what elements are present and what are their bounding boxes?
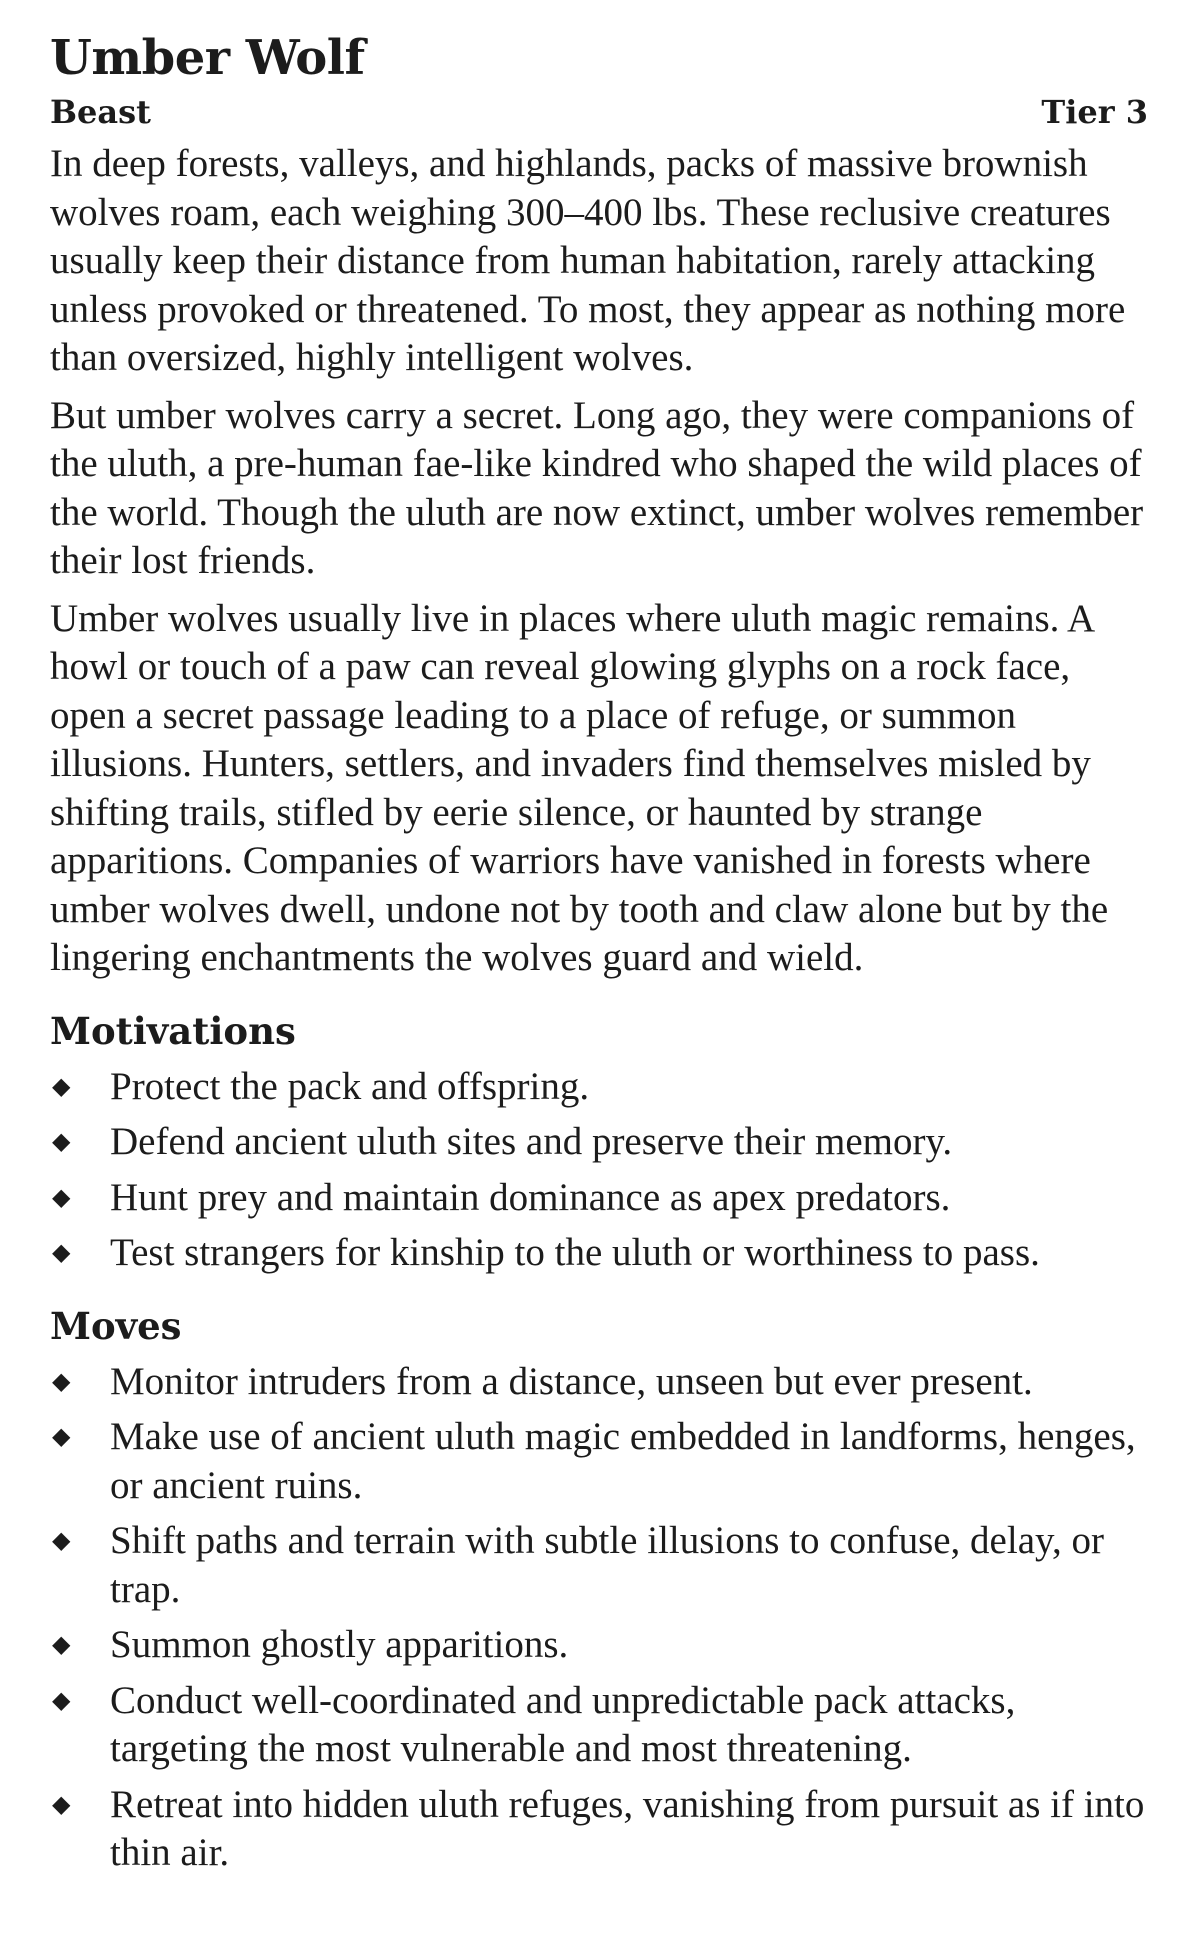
motivations-list: [50, 1063, 1148, 1278]
list-item: [50, 1118, 1148, 1167]
list-item: [50, 1229, 1148, 1278]
diamond-bullet-icon: ◆: [52, 1528, 71, 1554]
diamond-bullet-icon: ◆: [52, 1129, 71, 1155]
list-item: [50, 1621, 1148, 1670]
list-item: [50, 1413, 1148, 1510]
description: [50, 140, 1148, 983]
diamond-bullet-icon: ◆: [52, 1073, 71, 1100]
diamond-bullet-icon: ◆: [52, 1791, 71, 1818]
list-item: [50, 1677, 1148, 1774]
creature-type: Beast: [50, 93, 151, 131]
list-item: [50, 1517, 1148, 1614]
description-paragraph: Umber wolves usually live in places where uluth magic remains. A howl or touch of a paw can reveal glowing glyphs on a rock face, open a secret passage leading to a place of refuge, or summon illusions. Hunters, settlers, and invaders find themselves misled by shifting trails, stifled by eerie silence, or haunted by strange apparitions. Companies of warriors have vanished in forests where umber wolves dwell, undone not by tooth and claw alone but by the lingering enchantments the wolves guard and wield.: [50, 596, 1109, 979]
description-paragraph: In deep forests, valleys, and highlands, packs of massive brownish wolves roam, each weighing 300–400 lbs. These reclusive creatures usually keep their distance from human habitation, rarely attacking unless provoked or threatened. To most, they appear as nothing more than oversized, highly intelligent wolves.: [50, 142, 1126, 379]
stat-block: [50, 28, 1148, 1885]
motivations-heading: Motivations: [50, 1008, 296, 1053]
list-item-text: Conduct well-coordinated and unpredictable pack attacks, targeting the most vulnerable and most threatening.: [110, 1678, 1016, 1770]
creature-name: Umber Wolf: [50, 30, 365, 86]
creature-tier: Tier 3: [1041, 93, 1148, 131]
list-item-text: Monitor intruders from a distance, unseen but ever present.: [110, 1359, 1033, 1403]
diamond-bullet-icon: ◆: [52, 1184, 71, 1211]
list-item-text: Test strangers for kinship to the uluth or worthiness to pass.: [110, 1231, 1040, 1274]
diamond-bullet-icon: ◆: [52, 1632, 71, 1658]
list-item-text: Summon ghostly apparitions.: [110, 1623, 569, 1666]
list-item: [50, 1781, 1148, 1878]
list-item-text: Make use of ancient uluth magic embedded in landforms, henges, or ancient ruins.: [110, 1415, 1136, 1507]
moves-list: [50, 1358, 1148, 1878]
description-paragraph: But umber wolves carry a secret. Long ago, they were companions of the uluth, a pre-human fae-like kindred who shaped the wild places of the world. Though the uluth are now extinct, umber wolves remember their lost friends.: [50, 393, 1144, 582]
list-item: [50, 1358, 1148, 1407]
list-item: [50, 1063, 1148, 1112]
moves-heading: Moves: [50, 1303, 182, 1348]
diamond-bullet-icon: ◆: [52, 1368, 71, 1395]
list-item-text: Protect the pack and offspring.: [110, 1064, 590, 1108]
list-item-text: Shift paths and terrain with subtle illusions to confuse, delay, or trap.: [110, 1519, 1104, 1611]
list-item-text: Retreat into hidden uluth refuges, vanishing from pursuit as if into thin air.: [110, 1782, 1145, 1874]
diamond-bullet-icon: ◆: [52, 1240, 71, 1266]
list-item-text: Hunt prey and maintain dominance as apex predators.: [110, 1175, 951, 1219]
list-item: [50, 1174, 1148, 1223]
list-item-text: Defend ancient uluth sites and preserve their memory.: [110, 1120, 953, 1163]
creature-meta: [50, 90, 1148, 134]
diamond-bullet-icon: ◆: [52, 1424, 71, 1450]
diamond-bullet-icon: ◆: [52, 1687, 71, 1714]
